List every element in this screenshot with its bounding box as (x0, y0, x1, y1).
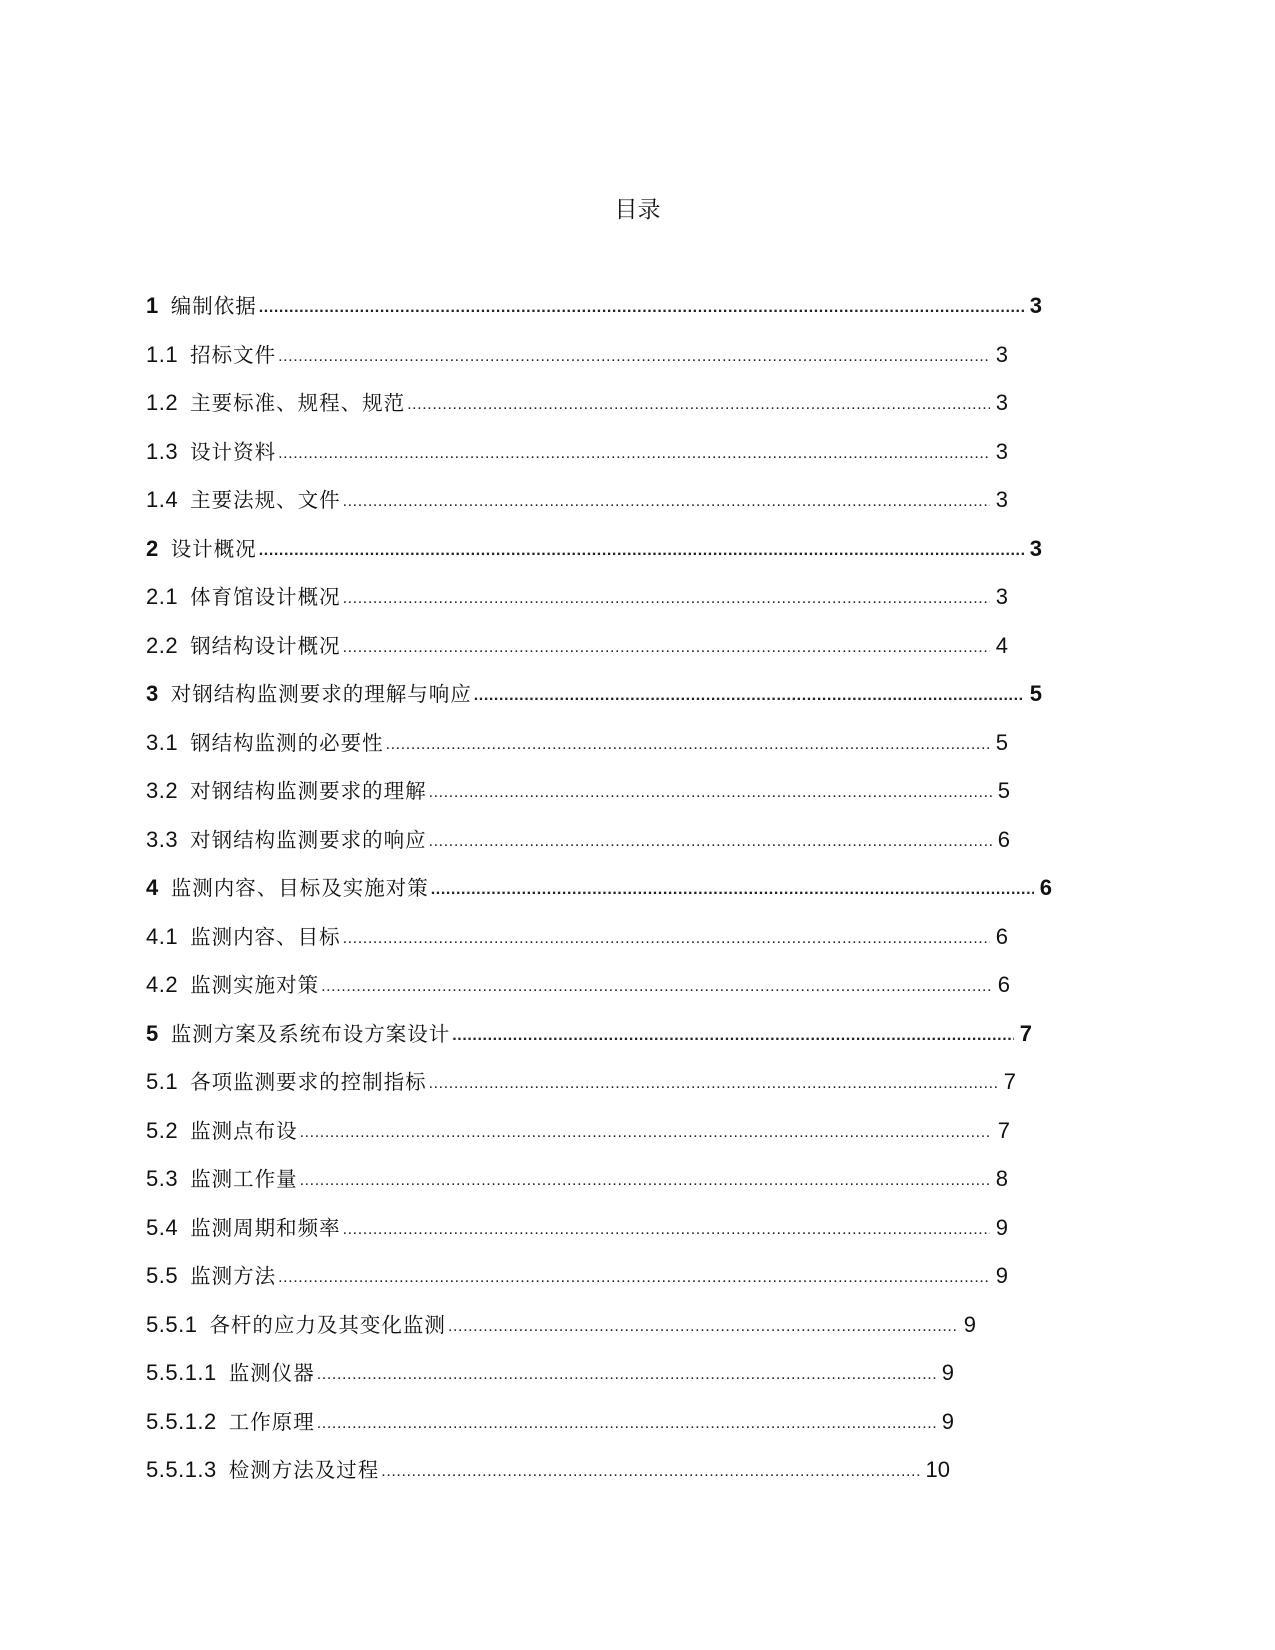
toc-title: 目录 (614, 197, 661, 223)
toc-entry-title: 监测方案及系统布设方案设计 (170, 1021, 451, 1046)
toc-entry[interactable] (146, 875, 1052, 924)
toc-leader-dots (381, 1457, 919, 1487)
toc-entry-number: 5.4 (146, 1214, 179, 1240)
toc-entry-number: 2.1 (146, 584, 179, 609)
toc-leader-dots (317, 1409, 936, 1439)
toc-entry[interactable] (146, 390, 1008, 439)
toc-entry[interactable] (146, 730, 1008, 779)
toc-entry-page: 5 (995, 729, 1008, 755)
toc-entry-page: 3 (995, 438, 1008, 464)
toc-entry-title: 钢结构设计概况 (190, 633, 341, 658)
toc-entry-page: 9 (941, 1408, 954, 1434)
toc-entry-page: 6 (1039, 875, 1052, 900)
toc-entry-number: 3.1 (146, 729, 179, 755)
toc-entry[interactable] (146, 293, 1042, 342)
toc-entry-page: 3 (1029, 535, 1042, 561)
toc-entry-number: 2 (146, 535, 159, 561)
toc-entry-page: 6 (997, 972, 1010, 997)
toc-entry[interactable] (146, 584, 1008, 633)
toc-leader-dots (259, 293, 1024, 323)
toc-entry-page: 7 (997, 1117, 1010, 1143)
toc-entry-number: 5.5.1.2 (146, 1408, 217, 1434)
toc-entry[interactable] (146, 1021, 1032, 1070)
toc-entry-page: 9 (963, 1311, 976, 1337)
toc-entry-number: 4.2 (146, 972, 179, 997)
toc-entry-title: 监测实施对策 (190, 973, 320, 997)
toc-entry[interactable] (146, 342, 1008, 391)
toc-leader-dots (278, 342, 990, 372)
toc-entry[interactable] (146, 633, 1008, 682)
toc-entry-number: 2.2 (146, 632, 179, 658)
toc-entry[interactable] (146, 1263, 1008, 1312)
toc-entry[interactable] (146, 778, 1010, 827)
toc-leader-dots (300, 1166, 990, 1196)
toc-entry-title: 各杆的应力及其变化监测 (209, 1312, 446, 1337)
toc-entry-title: 监测仪器 (228, 1361, 315, 1385)
toc-entry-page: 5 (997, 778, 1010, 803)
toc-leader-dots (259, 536, 1024, 566)
toc-entry[interactable] (146, 1312, 976, 1361)
toc-entry[interactable] (146, 487, 1008, 536)
toc-entry-title: 设计概况 (170, 536, 257, 561)
toc-entry-number: 3.3 (146, 826, 179, 852)
toc-entry[interactable] (146, 681, 1042, 730)
toc-entry-number: 1 (146, 293, 159, 318)
toc-entry-page: 10 (925, 1457, 950, 1482)
toc-entry-number: 5.1 (146, 1069, 179, 1094)
toc-leader-dots (321, 972, 992, 1002)
toc-leader-dots (448, 1312, 958, 1342)
toc-leader-dots (386, 730, 990, 760)
toc-leader-dots (343, 487, 990, 517)
toc-leader-dots (343, 1215, 990, 1245)
toc-leader-dots (343, 924, 990, 954)
toc-entry[interactable] (146, 924, 1008, 973)
toc-entry-title: 工作原理 (228, 1409, 315, 1434)
toc-entry-page: 7 (1019, 1020, 1032, 1046)
toc-entry[interactable] (146, 1215, 1008, 1264)
toc-entry-page: 3 (995, 341, 1008, 367)
toc-entry-page: 9 (995, 1263, 1008, 1288)
toc-entry-title: 编制依据 (170, 294, 257, 318)
toc-entry[interactable] (146, 536, 1042, 585)
toc-entry-title: 监测方法 (190, 1264, 277, 1288)
toc-entry-number: 5.2 (146, 1117, 179, 1143)
toc-entry-title: 监测内容、目标 (190, 924, 341, 949)
toc-entry-page: 9 (941, 1360, 954, 1385)
toc-leader-dots (452, 1021, 1014, 1051)
toc-list (146, 293, 1076, 1506)
toc-entry[interactable] (146, 827, 1010, 876)
toc-entry-page: 8 (995, 1166, 1008, 1191)
toc-entry[interactable] (146, 439, 1008, 488)
toc-leader-dots (431, 875, 1034, 905)
toc-entry-number: 1.1 (146, 341, 179, 367)
toc-leader-dots (429, 1069, 998, 1099)
toc-entry-page: 4 (995, 632, 1008, 658)
toc-entry[interactable] (146, 1166, 1008, 1215)
toc-entry-page: 6 (997, 826, 1010, 852)
toc-entry[interactable] (146, 1409, 954, 1458)
toc-leader-dots (278, 1263, 990, 1293)
toc-entry-title: 监测点布设 (190, 1118, 298, 1143)
toc-leader-dots (407, 390, 990, 420)
toc-entry-page: 3 (1029, 293, 1042, 318)
toc-entry-page: 9 (995, 1214, 1008, 1240)
toc-entry-number: 5.5.1.1 (146, 1360, 217, 1385)
toc-entry-number: 1.3 (146, 438, 179, 464)
toc-entry-title: 钢结构监测的必要性 (190, 730, 384, 755)
toc-entry-number: 1.4 (146, 487, 179, 512)
toc-entry-number: 1.2 (146, 390, 179, 415)
toc-leader-dots (343, 633, 990, 663)
toc-entry-title: 对钢结构监测要求的响应 (190, 827, 427, 852)
toc-entry-title: 各项监测要求的控制指标 (190, 1070, 427, 1094)
toc-entry-number: 3.2 (146, 778, 179, 803)
toc-entry[interactable] (146, 1069, 1016, 1118)
toc-entry-page: 3 (995, 390, 1008, 415)
toc-entry-page: 3 (995, 487, 1008, 512)
toc-entry-page: 5 (1029, 681, 1042, 706)
toc-leader-dots (300, 1118, 992, 1148)
toc-entry-title: 对钢结构监测要求的理解与响应 (170, 682, 472, 706)
toc-entry-title: 监测工作量 (190, 1167, 298, 1191)
toc-entry-title: 体育馆设计概况 (190, 585, 341, 609)
toc-entry-number: 5.3 (146, 1166, 179, 1191)
toc-entry-title: 对钢结构监测要求的理解 (190, 779, 427, 803)
toc-entry-title: 监测周期和频率 (190, 1215, 341, 1240)
toc-entry[interactable] (146, 972, 1010, 1021)
toc-entry[interactable] (146, 1457, 950, 1506)
toc-entry-number: 5 (146, 1020, 159, 1046)
toc-entry-number: 4.1 (146, 923, 179, 949)
toc-entry-number: 3 (146, 681, 159, 706)
toc-leader-dots (429, 827, 992, 857)
toc-entry[interactable] (146, 1118, 1010, 1167)
toc-leader-dots (343, 584, 990, 614)
toc-entry-number: 4 (146, 875, 159, 900)
toc-entry-number: 5.5.1.3 (146, 1457, 217, 1482)
toc-entry-page: 3 (995, 584, 1008, 609)
toc-entry-number: 5.5 (146, 1263, 179, 1288)
toc-entry-number: 5.5.1 (146, 1311, 198, 1337)
toc-leader-dots (278, 439, 990, 469)
toc-entry-title: 检测方法及过程 (228, 1458, 380, 1482)
toc-entry-title: 主要标准、规程、规范 (190, 391, 406, 415)
toc-leader-dots (429, 778, 992, 808)
toc-entry-title: 主要法规、文件 (190, 488, 341, 512)
toc-leader-dots (317, 1360, 936, 1390)
toc-entry-title: 招标文件 (190, 342, 277, 367)
toc-entry-title: 设计资料 (190, 439, 277, 464)
toc-entry[interactable] (146, 1360, 954, 1409)
toc-entry-page: 7 (1003, 1069, 1016, 1094)
toc-entry-page: 6 (995, 923, 1008, 949)
toc-entry-title: 监测内容、目标及实施对策 (170, 876, 429, 900)
toc-leader-dots (474, 681, 1024, 711)
